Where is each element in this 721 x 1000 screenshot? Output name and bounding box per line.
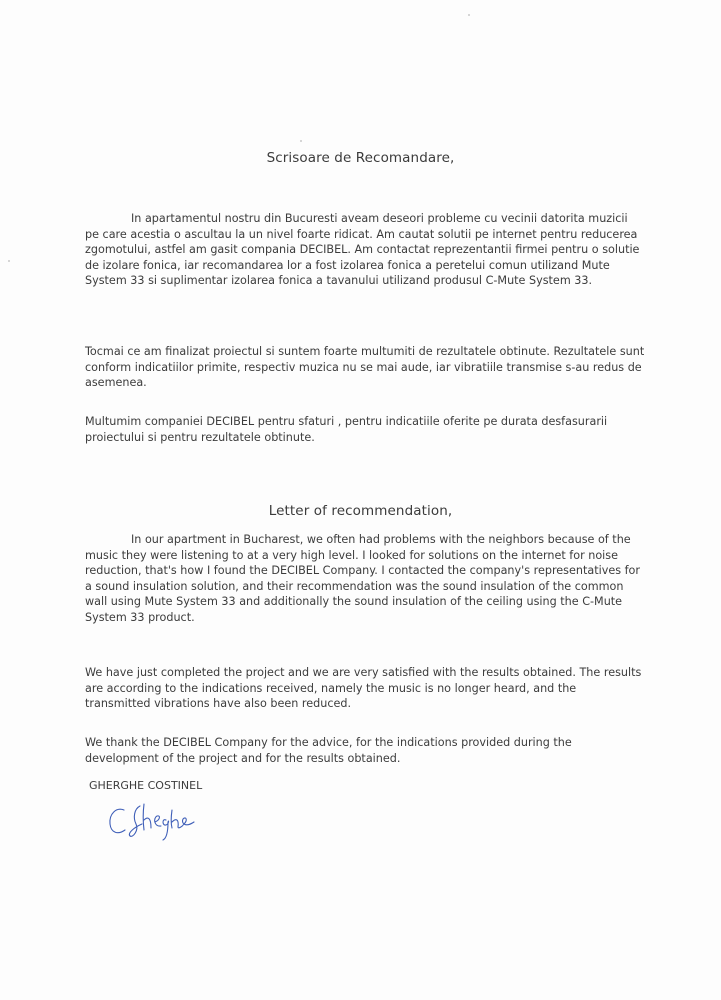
- romanian-paragraph-3: Multumim companiei DECIBEL pentru sfaturi , pentru indicatiile oferite pe durata desfasurarii proiectului si pentru rezultatele obtinute.: [85, 415, 608, 444]
- scan-speck: [300, 140, 302, 142]
- english-paragraph-1: In our apartment in Bucharest, we often had problems with the neighbors because of the music they were listening to at a very high level. I looked for solutions on the internet for noise reduction, that's how I found the DECIBEL Company. I contacted the company's representatives for a sound insulation solution, and their recommendation was the sound insulation of the common wall using Mute System 33 and additionally the sound insulation of the ceiling using the C-Mute System 33 product.: [85, 533, 640, 624]
- romanian-paragraph-2: Tocmai ce am finalizat proiectul si suntem foarte multumiti de rezultatele obtinute. Rezultatele sunt conform indicatiilor primite, respectiv muzica nu se mai aude, iar vibratiile transmise s-au redus de asemenea.: [85, 345, 645, 390]
- english-paragraph-3: We thank the DECIBEL Company for the advice, for the indications provided during the development of the project and for the results obtained.: [85, 736, 572, 765]
- english-paragraph-2: We have just completed the project and we are very satisfied with the results obtained. The results are according to the indications received, namely the music is no longer heard, and the transmitted vibrations have also been reduced.: [85, 666, 642, 711]
- handwritten-signature: [106, 800, 198, 846]
- signer-name: GHERGHE COSTINEL: [89, 779, 203, 792]
- english-letter-title: Letter of recommendation,: [268, 503, 453, 519]
- scan-speck: [8, 260, 10, 262]
- romanian-paragraph-1: In apartamentul nostru din Bucuresti aveam deseori probleme cu vecinii datorita muzicii pe care acestia o ascultau la un nivel foarte ridicat. Am cautat solutii pe internet pentru reducerea zgomotului, astfel am gasit compania DECIBEL. Am contactat reprezentantii firmei pentru o solutie de izolare fonica, iar recomandarea lor a fost izolarea fonica a peretelui comun utilizand Mute System 33 si suplimentar izolarea fonica a tavanului utilizand produsul C-Mute System 33.: [85, 212, 640, 288]
- romanian-letter-title: Scrisoare de Recomandare,: [266, 150, 455, 166]
- scan-speck: [468, 14, 470, 16]
